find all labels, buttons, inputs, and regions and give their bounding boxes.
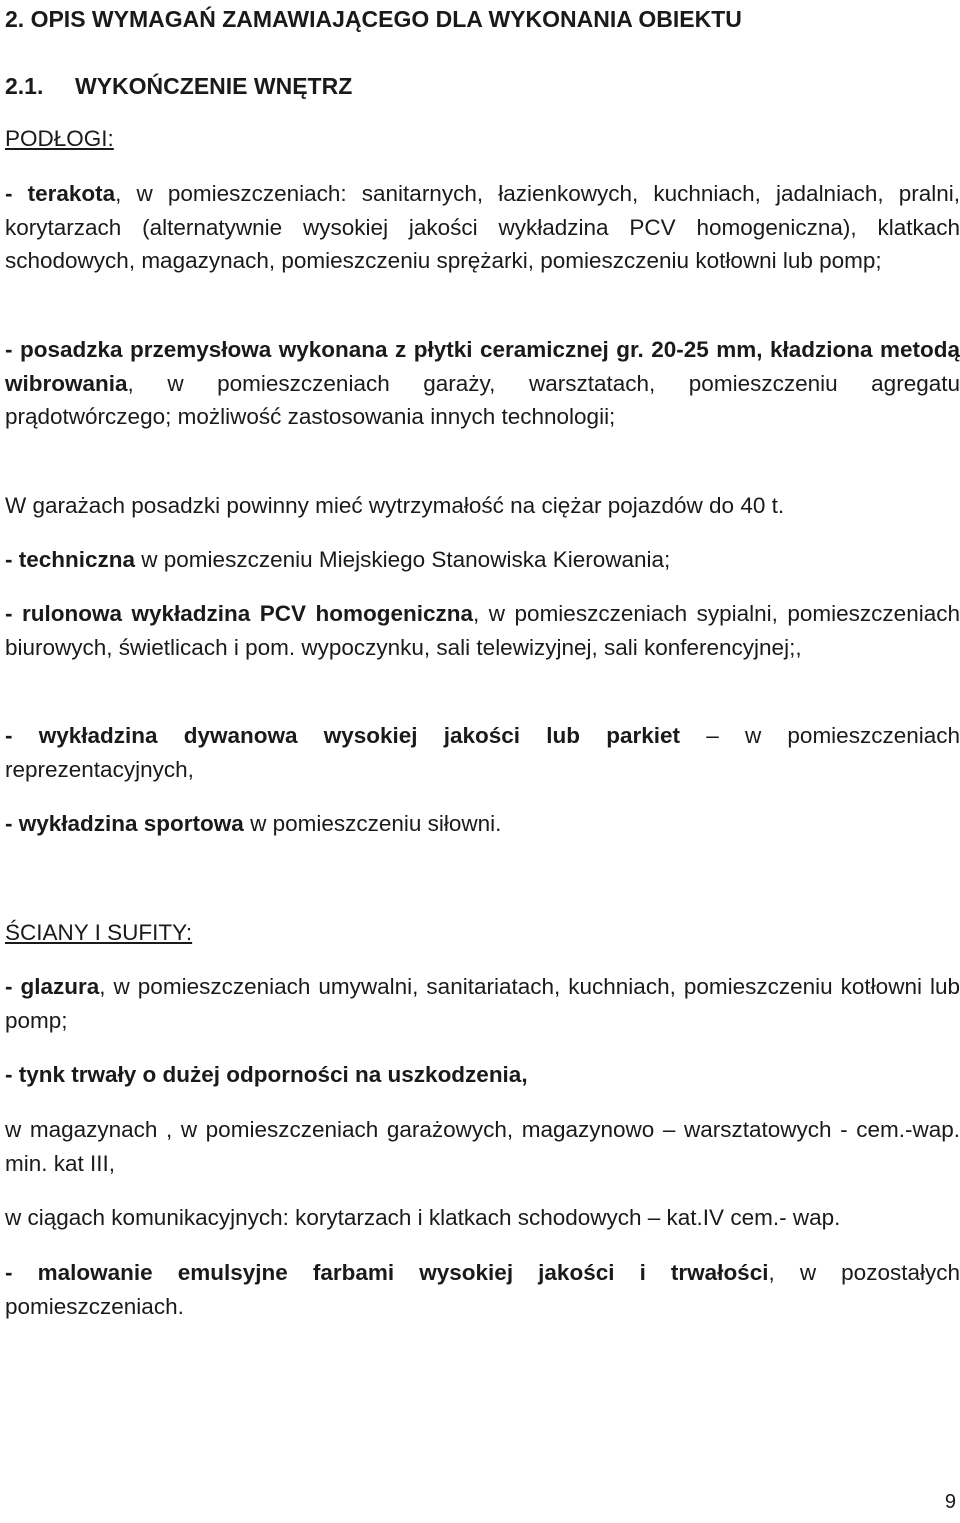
floors-paragraph-garaze: W garażach posadzki powinny mieć wytrzymałość na ciężar pojazdów do 40 t. bbox=[5, 493, 785, 518]
bold-term: - techniczna bbox=[5, 547, 136, 572]
page-number: 9 bbox=[944, 1491, 956, 1513]
walls-paragraph-magazyny: w magazynach , w pomieszczeniach garażowych, magazynowo – warsztatowych - cem.-wap. min. kat III, bbox=[5, 1117, 960, 1176]
paragraph-text: – w pomieszczeniach reprezentacyjnych, bbox=[5, 723, 960, 782]
floors-section-title: PODŁOGI: bbox=[5, 126, 114, 151]
walls-paragraph-komunikacja: w ciągach komunikacyjnych: korytarzach i klatkach schodowych – kat.IV cem.- wap. bbox=[5, 1205, 841, 1230]
floors-paragraph-terakota bbox=[5, 177, 960, 278]
bold-term: - glazura bbox=[5, 974, 100, 999]
floors-paragraph-sportowa bbox=[5, 807, 960, 841]
walls-paragraph-glazura bbox=[5, 970, 960, 1037]
bold-term: - rulonowa wykładzina PCV homogeniczna bbox=[5, 601, 474, 626]
floors-paragraph-rulonowa bbox=[5, 597, 960, 664]
bold-term: - malowanie emulsyjne farbami wysokiej jakości i trwałości bbox=[5, 1260, 769, 1285]
sub-heading-title: WYKOŃCZENIE WNĘTRZ bbox=[75, 73, 353, 99]
floors-paragraph-posadzka bbox=[5, 333, 960, 434]
paragraph-text: , w pomieszczeniach umywalni, sanitariatach, kuchniach, pomieszczeniu kotłowni lub pomp; bbox=[5, 974, 960, 1033]
paragraph-text: w pomieszczeniu Miejskiego Stanowiska Kierowania; bbox=[135, 547, 671, 572]
bold-term: - terakota bbox=[5, 181, 116, 206]
walls-paragraph-tynk bbox=[5, 1058, 960, 1092]
paragraph-text: , w pomieszczeniach: sanitarnych, łazienkowych, kuchniach, jadalniach, pralni, korytarzach (alternatywnie wysokiej jakości wykładzina PCV homogeniczna), klatkach schodowych, magazynach, pomieszczeniu sprężarki, pomieszczeniu kotłowni lub pomp; bbox=[5, 181, 960, 273]
floors-paragraph-dywanowa bbox=[5, 719, 960, 786]
main-heading: 2. OPIS WYMAGAŃ ZAMAWIAJĄCEGO DLA WYKONANIA OBIEKTU bbox=[5, 6, 742, 32]
sub-heading-number: 2.1. bbox=[5, 73, 44, 99]
walls-paragraph-malowanie bbox=[5, 1256, 960, 1323]
floors-paragraph-techniczna bbox=[5, 543, 960, 577]
paragraph-text: w pomieszczeniu siłowni. bbox=[243, 811, 502, 836]
bold-term: - tynk trwały o dużej odporności na uszkodzenia, bbox=[5, 1062, 528, 1087]
paragraph-text: , w pomieszczeniach sypialni, pomieszczeniach biurowych, świetlicach i pom. wypoczynku, sali telewizyjnej, sali konferencyjnej;, bbox=[5, 601, 960, 660]
bold-term: - wykładzina dywanowa wysokiej jakości lub parkiet bbox=[5, 723, 680, 748]
paragraph-text: , w pomieszczeniach garaży, warsztatach, pomieszczeniu agregatu prądotwórczego; możliwość zastosowania innych technologii; bbox=[5, 370, 960, 429]
walls-section-title: ŚCIANY I SUFITY: bbox=[5, 920, 193, 945]
sub-heading bbox=[5, 70, 352, 104]
paragraph-text: , w pozostałych pomieszczeniach. bbox=[5, 1260, 960, 1319]
bold-term: - wykładzina sportowa bbox=[5, 811, 244, 836]
bold-term: - posadzka przemysłowa wykonana z płytki ceramicznej gr. 20-25 mm, kładziona metodą wibrowania bbox=[5, 337, 960, 396]
